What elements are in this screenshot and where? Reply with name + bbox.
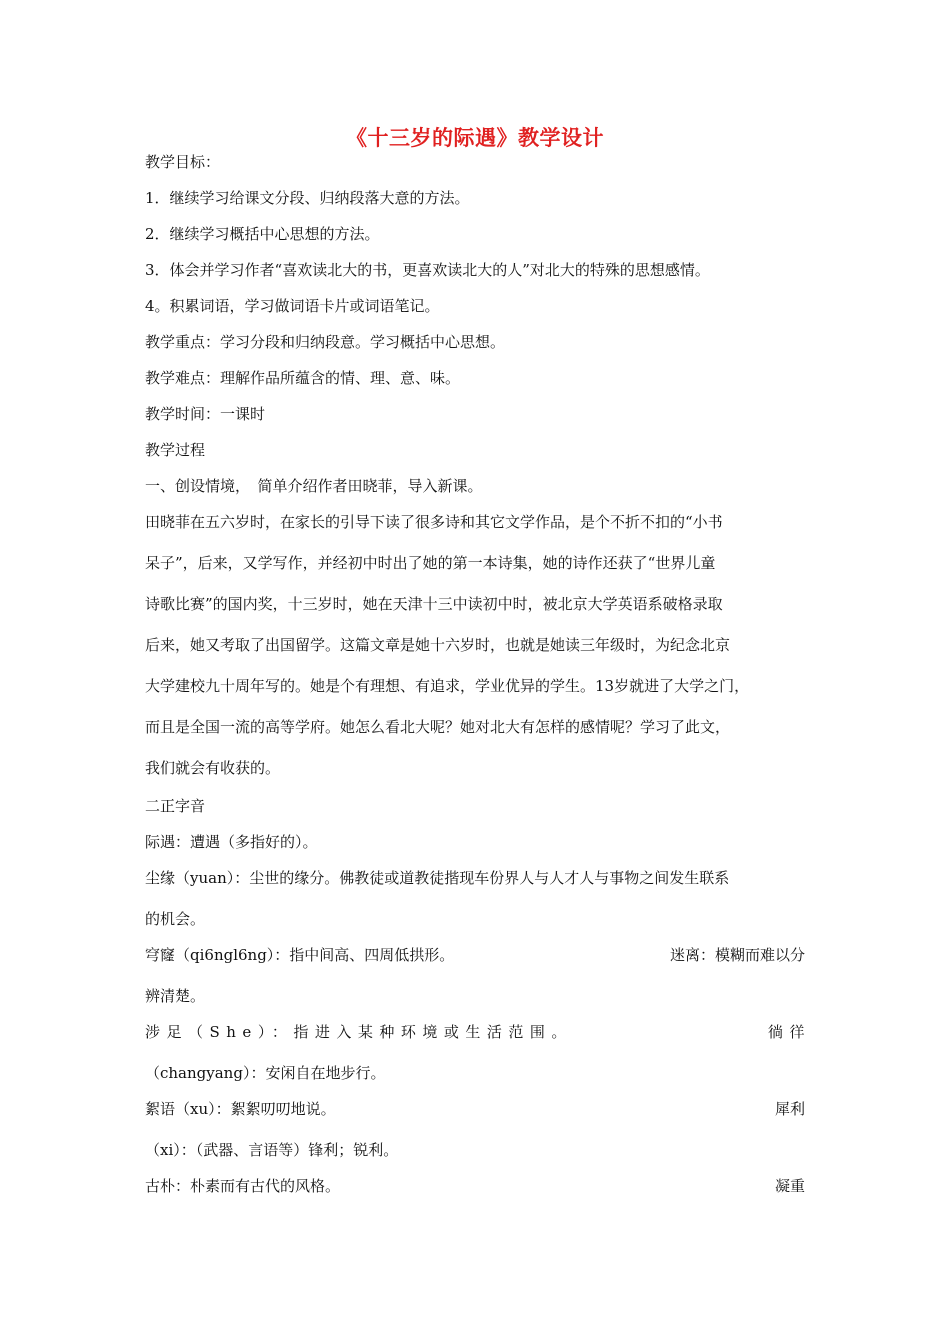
paragraph-line: 而且是全国一流的高等学府。她怎么看北大呢？她对北大有怎样的感情呢？学习了此文， — [145, 718, 731, 736]
paragraph-line: 后来，她又考取了出国留学。这篇文章是她十六岁时，也就是她读三年级时，为纪念北京 — [145, 636, 731, 654]
vocab-entry-right: 迷离：模糊而难以分 — [669, 946, 805, 964]
key-points: 教学重点：学习分段和归纳段意。学习概括中心思想。 — [145, 333, 506, 351]
vocab-entry: 絮语（xu）：絮絮叨叨地说。 — [145, 1100, 336, 1118]
paragraph-line: 呆子”，后来，又学写作，并经初中时出了她的第一本诗集，她的诗作还获了“世界儿童 — [145, 554, 716, 572]
vocab-entry-right: 犀利 — [774, 1100, 805, 1118]
vocab-entry: 的机会。 — [145, 910, 206, 928]
vocab-entry: 涉足（She）：指进入某种环境或生活范围。 — [145, 1023, 573, 1041]
teaching-time: 教学时间：一课时 — [145, 405, 266, 423]
vocab-entry-right: 凝重 — [774, 1177, 805, 1195]
vocab-entry: （xi）：（武器、言语等）锋利；锐利。 — [145, 1141, 399, 1159]
paragraph-line: 我们就会有收获的。 — [145, 759, 281, 777]
vocab-entry: （changyang）：安闲自在地步行。 — [145, 1064, 386, 1082]
section-1-heading: 一、创设情境， 简单介绍作者田晓菲，导入新课。 — [145, 477, 483, 495]
vocab-entry-right: 徜徉 — [767, 1023, 811, 1041]
document-title: 《十三岁的际遇》教学设计 — [346, 125, 604, 150]
heading-process: 教学过程 — [145, 441, 206, 459]
objective-2: 2．继续学习概括中心思想的方法。 — [145, 225, 380, 243]
objective-4: 4。积累词语，学习做词语卡片或词语笔记。 — [145, 297, 440, 315]
paragraph-line: 田晓菲在五六岁时，在家长的引导下读了很多诗和其它文学作品，是个不折不扣的“小书 — [145, 513, 723, 531]
section-2-heading: 二正字音 — [145, 797, 206, 815]
heading-objectives: 教学目标： — [145, 153, 221, 171]
vocab-entry: 际遇：遭遇（多指好的）。 — [145, 833, 318, 851]
vocab-entry: 辨清楚。 — [145, 987, 206, 1005]
vocab-entry: 穹窿（qi6ngl6ng）：指中间高、四周低拱形。 — [145, 946, 455, 964]
paragraph-line: 诗歌比赛”的国内奖，十三岁时，她在天津十三中读初中时，被北京大学英语系破格录取 — [145, 595, 723, 613]
objective-1: 1．继续学习给课文分段、归纳段落大意的方法。 — [145, 189, 470, 207]
difficulties: 教学难点：理解作品所蕴含的情、理、意、味。 — [145, 369, 461, 387]
objective-3: 3．体会并学习作者“喜欢读北大的书，更喜欢读北大的人”对北大的特殊的思想感情。 — [145, 261, 710, 279]
vocab-entry: 古朴：朴素而有古代的风格。 — [145, 1177, 341, 1195]
paragraph-line: 大学建校九十周年写的。她是个有理想、有追求，学业优异的学生。13岁就进了大学之门， — [145, 677, 750, 695]
vocab-entry: 尘缘（yuan）：尘世的缘分。佛教徒或道教徒揩现车份界人与人才人与事物之间发生联系 — [145, 869, 730, 887]
